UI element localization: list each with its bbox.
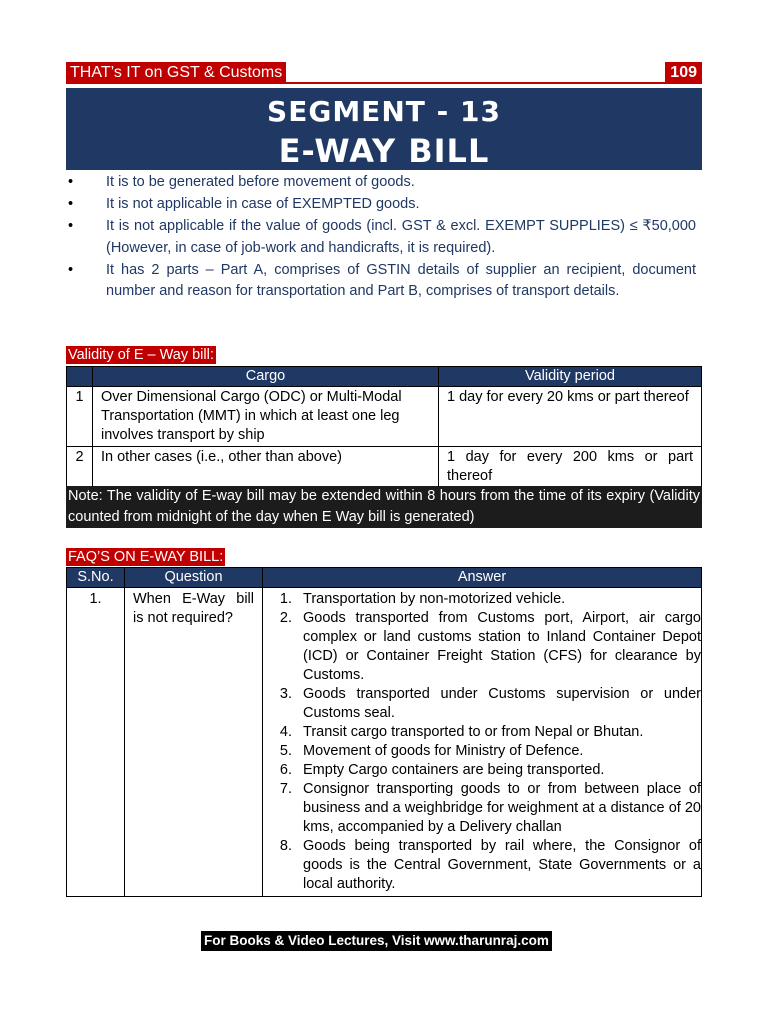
table-row — [67, 447, 702, 488]
row-number: 1 — [67, 387, 93, 447]
validity-period-cell: 1 day for every 200 kms or part thereof — [439, 447, 702, 488]
validity-period-cell: 1 day for every 20 kms or part thereof — [439, 387, 702, 447]
list-item: 6. Empty Cargo containers are being transported. — [279, 762, 605, 778]
validity-note: Note: The validity of E-way bill may be extended within 8 hours from the time of its expiry (Validity counted from midnight of the day when E Way bill is generated) — [66, 486, 702, 528]
list-item: 4. Transit cargo transported to or from Nepal or Bhutan. — [279, 724, 644, 740]
header-question: Question — [125, 568, 263, 588]
intro-bullet: • It is to be generated before movement of goods. — [66, 172, 696, 194]
answer-list — [263, 590, 701, 894]
intro-bullet: • It is not applicable if the value of goods (incl. GST & excl. EXEMPT SUPPLIES) ≤ ₹50,000 (However, in case of job-work and handicrafts, it is required). — [68, 218, 696, 256]
segment-banner — [66, 88, 702, 170]
faq-section-label: FAQ’S ON E-WAY BILL: — [68, 549, 224, 565]
page-header — [66, 62, 702, 84]
row-number: 2 — [67, 447, 93, 488]
book-title: THAT’s IT on GST & Customs — [66, 62, 286, 84]
table-row — [67, 387, 702, 447]
list-item: 5. Movement of goods for Ministry of Defence. — [279, 743, 584, 759]
table-row — [67, 588, 702, 897]
intro-bullet: • It is not applicable in case of EXEMPTED goods. — [66, 194, 696, 216]
intro-bullet-list — [66, 172, 696, 303]
list-item: 2. Goods transported from Customs port, Airport, air cargo complex or land customs station to Inland Container Depot (ICD) or Container Freight Station (CFS) for clearance by Customs. — [279, 610, 701, 683]
bullet-icon: • — [68, 261, 74, 278]
header-sno: S.No. — [67, 568, 125, 588]
table-header-row — [67, 367, 702, 387]
intro-bullet: • It has 2 parts – Part A, comprises of GSTIN details of supplier an recipient, document number and reason for transportation and Part B, comprises of transport details. — [68, 261, 696, 299]
page-number: 109 — [665, 62, 702, 84]
validity-section-label: Validity of E – Way bill: — [68, 347, 214, 363]
list-item: 3. Goods transported under Customs supervision or under Customs seal. — [279, 686, 701, 721]
header-cargo: Cargo — [93, 367, 439, 387]
list-item: 1. Transportation by non-motorized vehicle. — [279, 591, 566, 607]
cargo-cell: Over Dimensional Cargo (ODC) or Multi-Modal Transportation (MMT) in which at least one leg involves transport by ship — [93, 387, 439, 447]
bullet-icon: • — [68, 196, 74, 212]
footer-link-text: For Books & Video Lectures, Visit www.tharunraj.com — [201, 931, 552, 951]
segment-number: SEGMENT - 13 — [267, 95, 501, 128]
list-item: 7. Consignor transporting goods to or from between place of business and a weighbridge for weighment at a distance of 20 kms, accompanied by a Delivery challan — [279, 781, 701, 835]
faq-serial-number: 1. — [67, 588, 125, 897]
cargo-cell: In other cases (i.e., other than above) — [93, 447, 439, 488]
segment-topic: E-WAY BILL — [278, 132, 490, 170]
bullet-icon: • — [68, 218, 74, 234]
validity-table — [66, 366, 702, 488]
header-answer: Answer — [263, 568, 702, 588]
header-num — [67, 367, 93, 387]
faq-question: When E-Way bill is not required? — [125, 588, 263, 897]
faq-table — [66, 567, 702, 897]
table-header-row — [67, 568, 702, 588]
bullet-icon: • — [68, 174, 74, 190]
list-item: 8. Goods being transported by rail where, the Consignor of goods is the Central Government, State Governments or a local authority. — [279, 838, 701, 892]
faq-answer — [263, 588, 702, 897]
header-validity-period: Validity period — [439, 367, 702, 387]
